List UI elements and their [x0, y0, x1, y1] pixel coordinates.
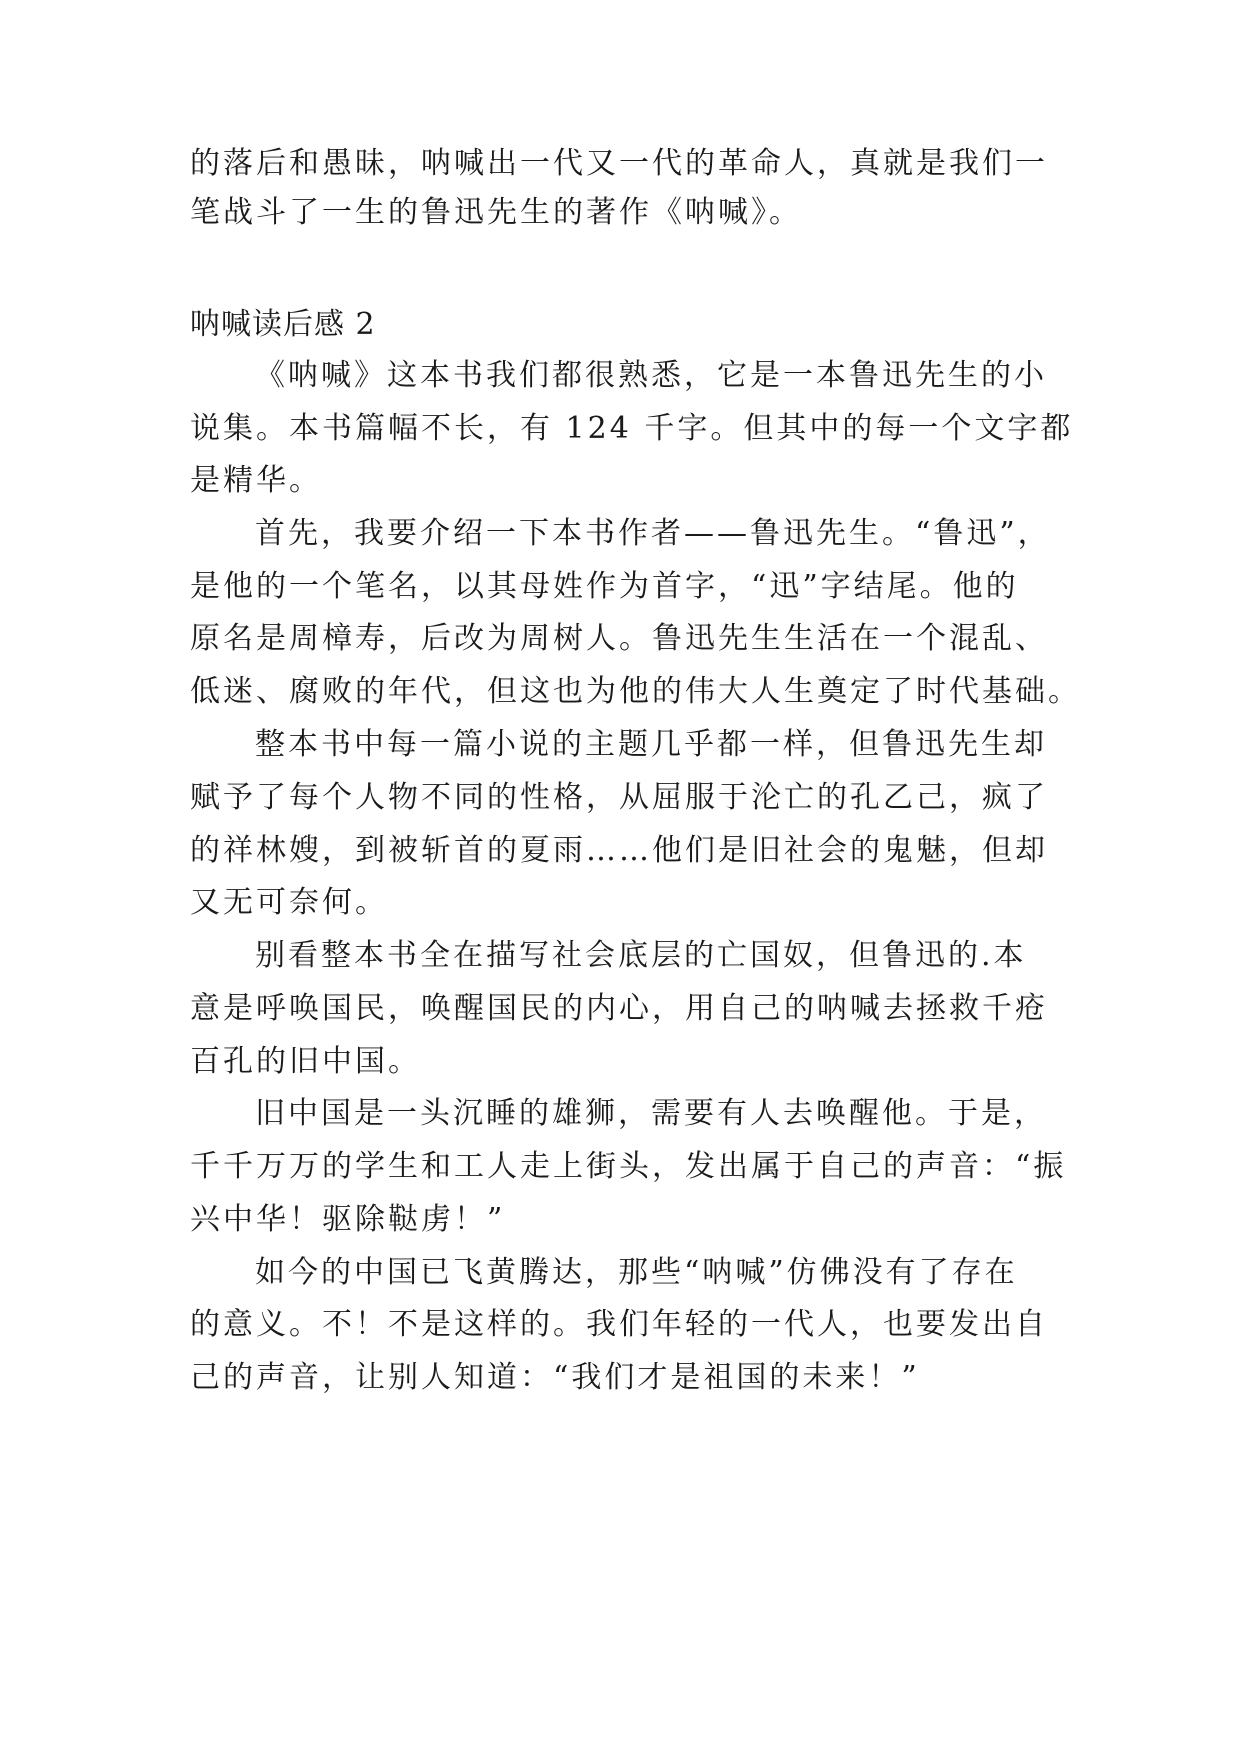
intro-line-2: 笔战斗了一生的鲁迅先生的著作《呐喊》。 — [190, 195, 802, 230]
paragraph-3-line-2: 赋予了每个人物不同的性格，从屈服于沦亡的孔乙己，疯了 — [190, 780, 1048, 815]
paragraph-2-line-2: 是他的一个笔名，以其母姓作为首字，“迅”字结尾。他的 — [190, 569, 1019, 604]
paragraph-6-line-1: 如今的中国已飞黄腾达，那些“呐喊”仿佛没有了存在 — [255, 1255, 1018, 1290]
paragraph-1-line-2: 说集。本书篇幅不长，有 124 千字。但其中的每一个文字都 — [190, 411, 1074, 446]
paragraph-6-line-2: 的意义。不！不是这样的。我们年轻的一代人，也要发出自 — [190, 1307, 1048, 1342]
paragraph-3-line-4: 又无可奈何。 — [190, 885, 388, 920]
intro-line-1: 的落后和愚昧，呐喊出一代又一代的革命人，真就是我们一 — [190, 146, 1048, 181]
paragraph-5-line-1: 旧中国是一头沉睡的雄狮，需要有人去唤醒他。于是， — [255, 1096, 1047, 1131]
paragraph-1-line-1: 《呐喊》这本书我们都很熟悉，它是一本鲁迅先生的小 — [255, 358, 1047, 393]
paragraph-2-line-3: 原名是周樟寿，后改为周树人。鲁迅先生生活在一个混乱、 — [190, 621, 1048, 656]
paragraph-4-line-2: 意是呼唤国民，唤醒国民的内心，用自己的呐喊去拯救千疮 — [190, 991, 1048, 1026]
paragraph-2-line-1: 首先，我要介绍一下本书作者——鲁迅先生。“鲁迅”， — [255, 516, 1051, 551]
paragraph-3-line-1: 整本书中每一篇小说的主题几乎都一样，但鲁迅先生却 — [255, 727, 1047, 762]
paragraph-4-line-1: 别看整本书全在描写社会底层的亡国奴，但鲁迅的.本 — [255, 938, 1027, 973]
paragraph-4-line-3: 百孔的旧中国。 — [190, 1044, 421, 1079]
paragraph-5-line-3: 兴中华！驱除鞑虏！” — [190, 1202, 506, 1237]
paragraph-5-line-2: 千千万万的学生和工人走上街头，发出属于自己的声音：“振 — [190, 1149, 1067, 1184]
paragraph-6-line-3: 己的声音，让别人知道：“我们才是祖国的未来！” — [190, 1360, 920, 1395]
essay-title: 呐喊读后感 2 — [190, 307, 376, 342]
paragraph-3-line-3: 的祥林嫂，到被斩首的夏雨……他们是旧社会的鬼魅，但却 — [190, 833, 1048, 868]
paragraph-1-line-3: 是精华。 — [190, 463, 322, 498]
paragraph-2-line-4: 低迷、腐败的年代，但这也为他的伟大人生奠定了时代基础。 — [190, 674, 1081, 709]
